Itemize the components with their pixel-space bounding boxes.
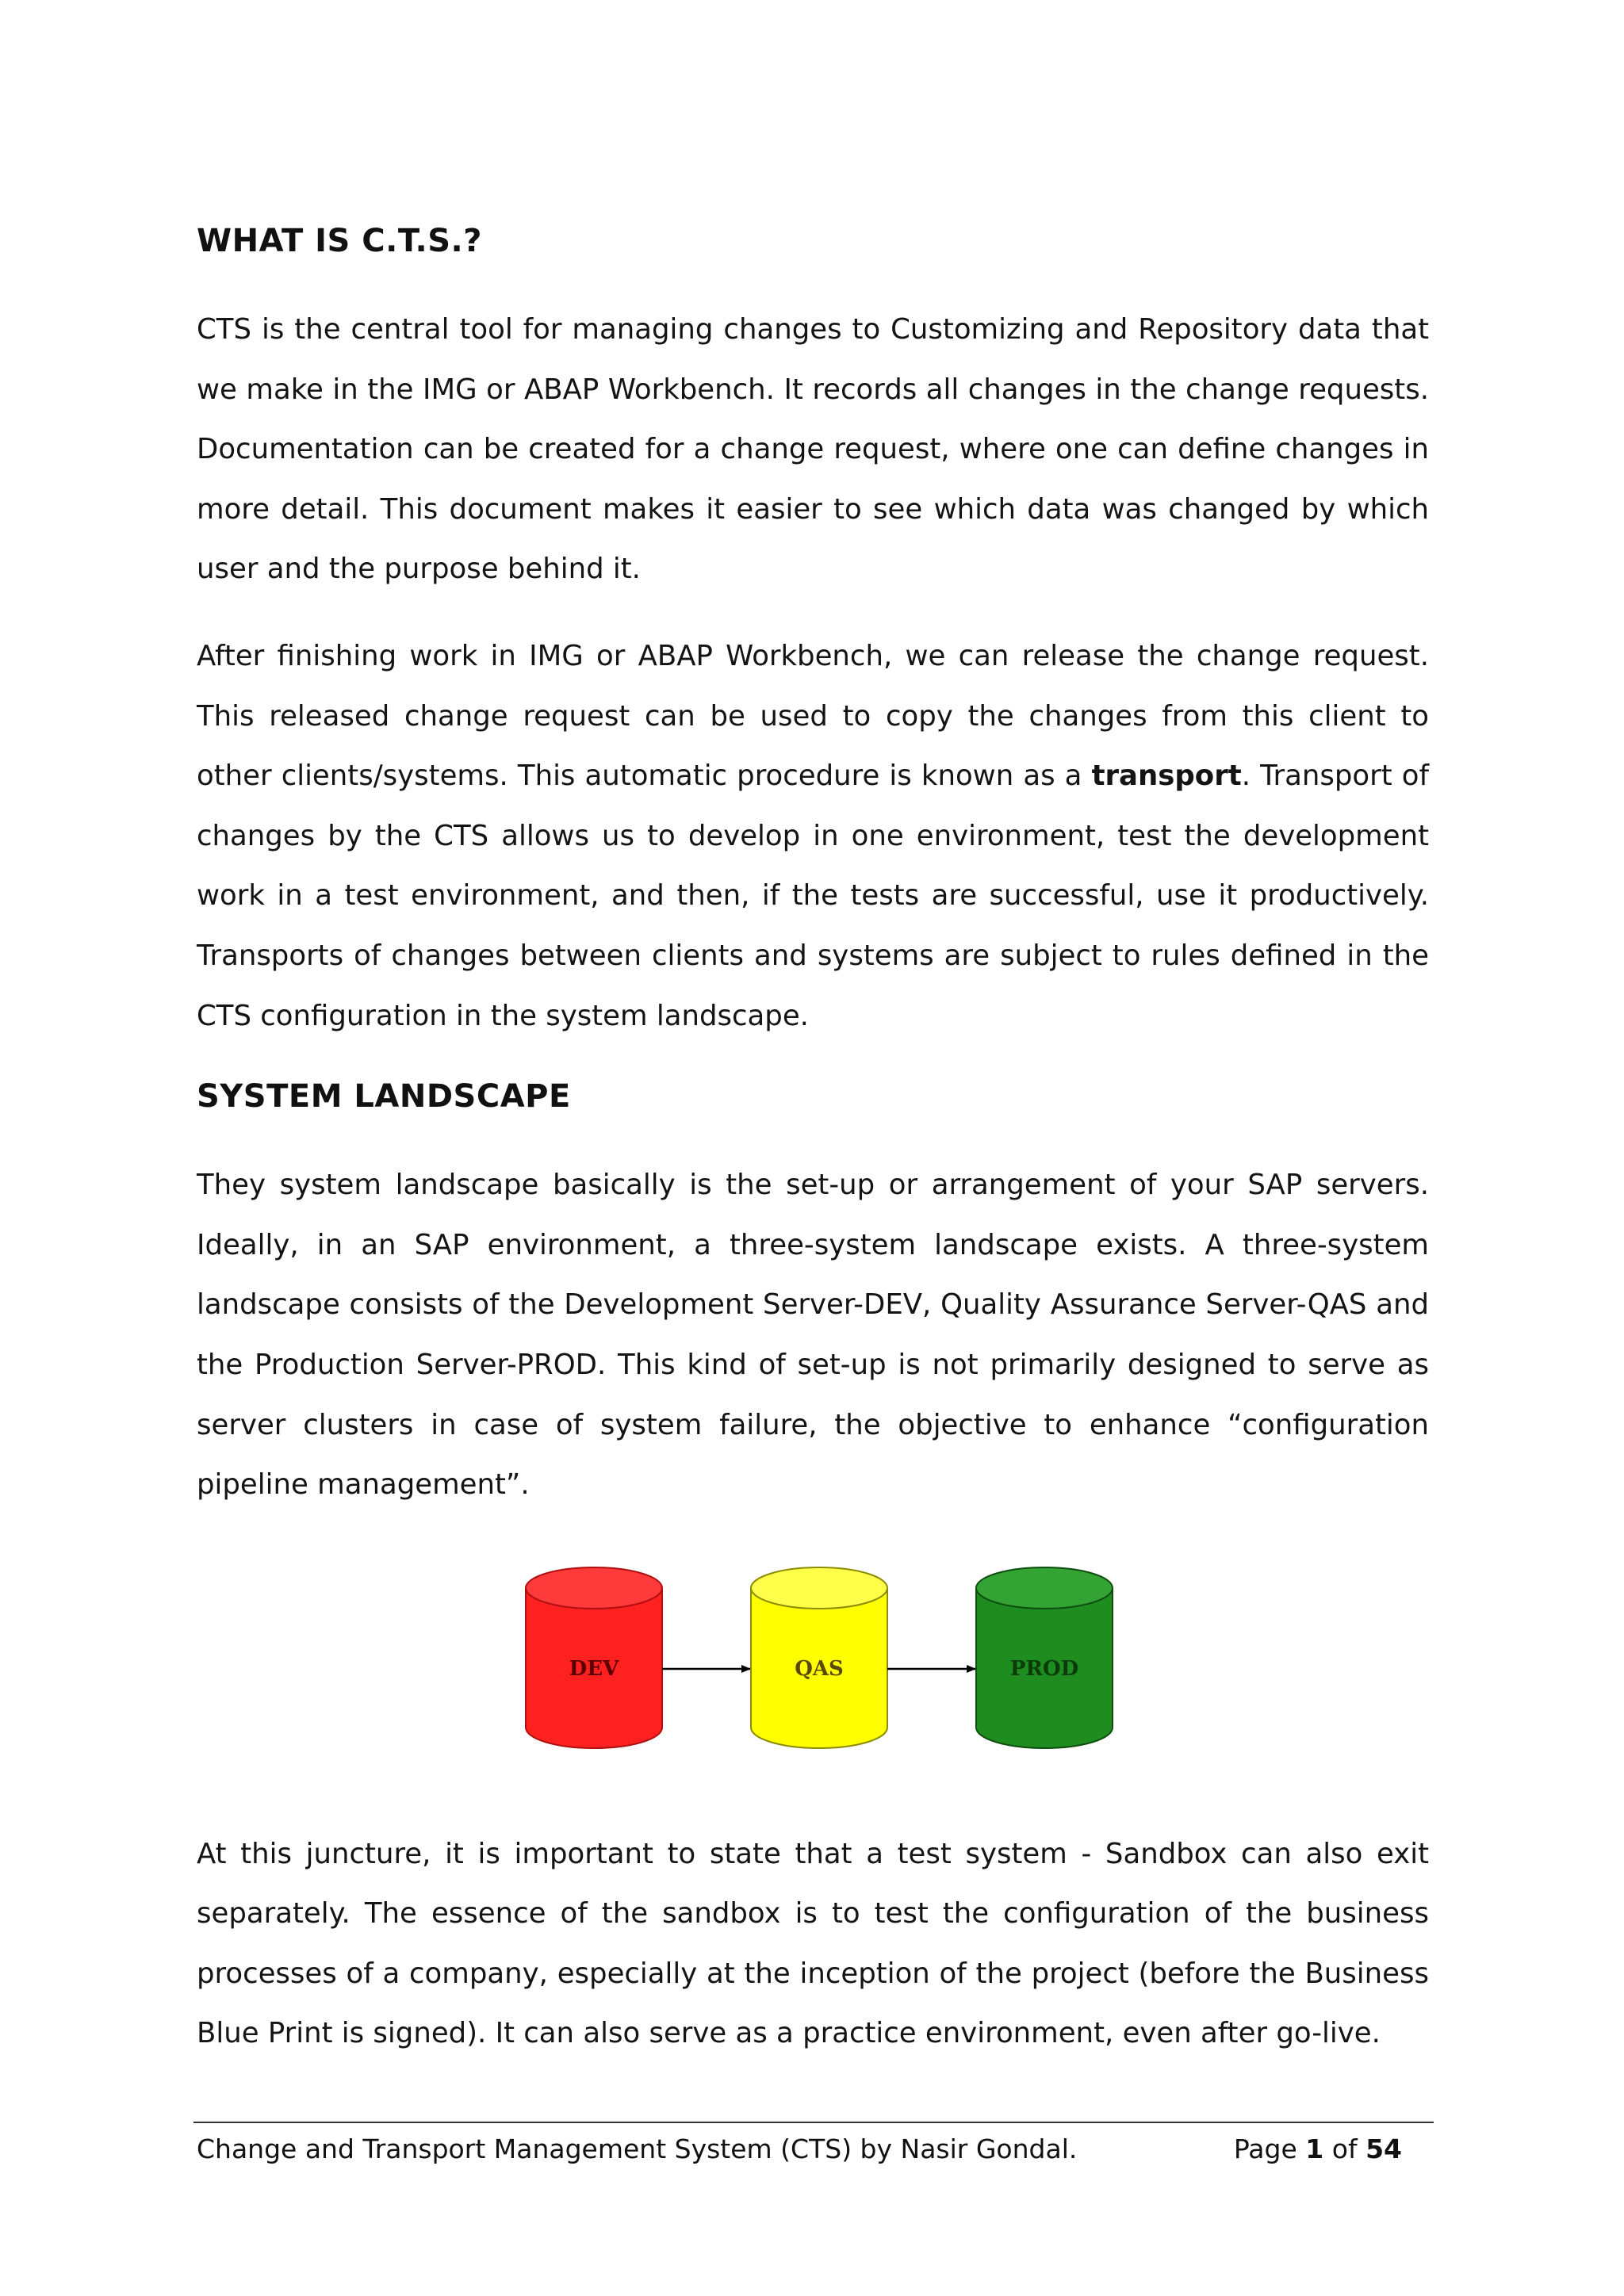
qas-server-cylinder [751, 1567, 887, 1748]
section-heading-what-is-cts: WHAT IS C.T.S.? [197, 223, 482, 259]
qas-cylinder-top [751, 1567, 887, 1609]
page-footer [197, 2130, 1402, 2169]
footer-of-word: of [1331, 2133, 1358, 2164]
page-content [197, 212, 1429, 2064]
footer-page-number: 1 [1305, 2133, 1324, 2164]
prod-label: PROD [1009, 1656, 1079, 1681]
paragraph-cts-intro: CTS is the central tool for managing changes to Customizing and Repository data that we make in the IMG or ABAP Workbench. It records all changes in the change requests. Documentation can be created for a change request, where one can define changes in more detail. This document makes it easier to see which data was changed by which user and the purpose behind it. [197, 313, 1429, 586]
footer-page-indicator [1234, 2130, 1402, 2169]
dev-cylinder-top [526, 1567, 662, 1609]
prod-cylinder-top [976, 1567, 1113, 1609]
dev-label: DEV [569, 1656, 619, 1681]
footer-total-pages: 54 [1365, 2133, 1402, 2164]
section-heading-system-landscape: SYSTEM LANDSCAPE [197, 1078, 571, 1115]
footer-page-word: Page [1233, 2133, 1297, 2164]
footer-divider [193, 2122, 1434, 2123]
diagram-svg [197, 1558, 1429, 1796]
paragraph-transport-part-1: After finishing work in IMG or ABAP Workbench, we can release the change request. This released change request can be used to copy the changes from this client to other clients/systems. This automatic procedure is known as a [197, 639, 1429, 793]
paragraph-transport [197, 626, 1429, 1046]
prod-server-cylinder [976, 1567, 1113, 1748]
footer-document-title: Change and Transport Management System (CTS) by Nasir Gondal. [197, 2133, 1078, 2164]
paragraph-system-landscape: They system landscape basically is the set-up or arrangement of your SAP servers. Ideally, in an SAP environment, a three-system landscape exists. A three-system landscape consists of the Development Server-DEV, Quality Assurance Server-QAS and the Production Server-PROD. This kind of set-up is not primarily designed to serve as server clusters in case of system failure, the objective to enhance “configuration pipeline management”. [197, 1169, 1429, 1502]
dev-server-cylinder [526, 1567, 662, 1748]
qas-label: QAS [795, 1656, 844, 1681]
bold-term-transport: transport [1091, 760, 1242, 793]
system-landscape-diagram [197, 1558, 1429, 1796]
paragraph-sandbox: At this juncture, it is important to state that a test system - Sandbox can also exit separately. The essence of the sandbox is to test the configuration of the business processes of a company, especially at the inception of the project (before the Business Blue Print is signed). It can also serve as a practice environment, even after go-live. [197, 1837, 1429, 2050]
paragraph-transport-part-2: . Transport of changes by the CTS allows us to develop in one environment, test the development work in a test environment, and then, if the tests are successful, use it productively. Transports of changes between clients and systems are subject to rules defined in the CTS configuration in the system landscape. [197, 760, 1429, 1032]
